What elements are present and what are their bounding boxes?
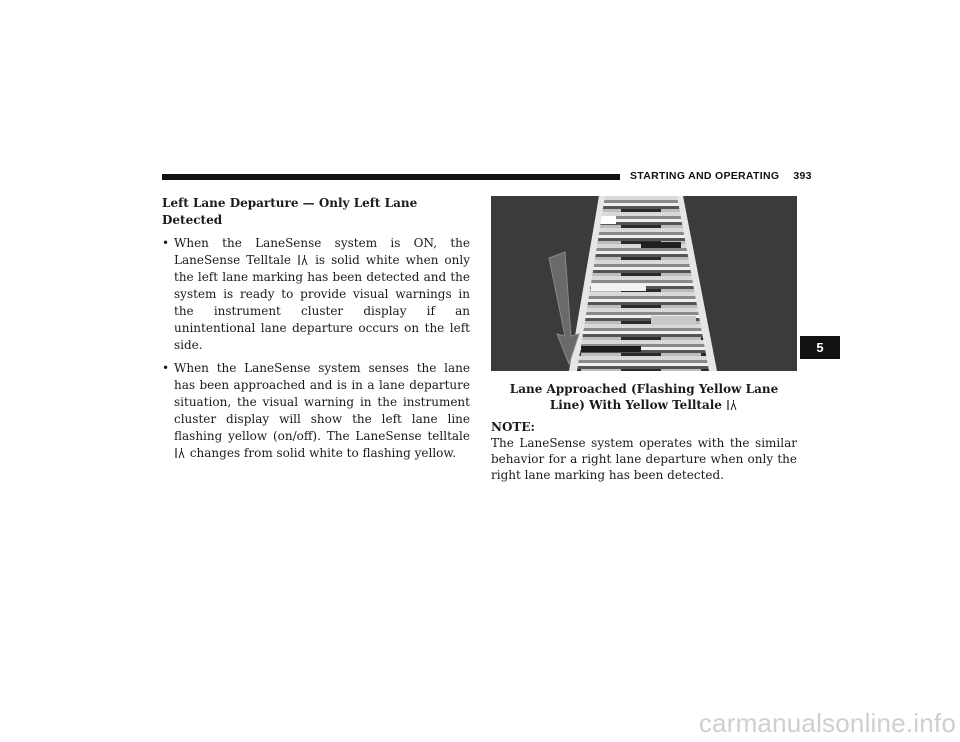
bullet-text: changes from solid white to flashing yellow. xyxy=(189,446,457,460)
caption-text: Lane Approached (Flashing Yellow Lane Line) With Yellow Telltale xyxy=(509,382,779,412)
chapter-tab: 5 xyxy=(800,336,840,359)
left-column xyxy=(162,195,470,468)
header-rule xyxy=(162,174,620,180)
bullet-item xyxy=(162,360,470,462)
bullet-dot: • xyxy=(162,361,170,375)
note-text: The LaneSense system operates with the similar behavior for a right lane departure when only the right lane marking has been detected. xyxy=(491,436,797,482)
bullet-text: is solid white when only the left lane marking has been detected and the system is ready to provide visual warnings in the instrument cluster display if an unintentional lane departure occurs on the left side. xyxy=(174,253,471,352)
note-label: NOTE: xyxy=(491,420,535,434)
watermark: carmanualsonline.info xyxy=(698,708,956,738)
cluster-display-illustration xyxy=(491,196,797,371)
page-number: 393 xyxy=(793,170,812,182)
bullet-text: When the LaneSense system senses the lane has been approached and is in a lane departure situation, the visual warning in the instrument cluster display will show the left lane line flashing yellow (on/off). The LaneSense telltale xyxy=(174,361,470,443)
running-header xyxy=(630,170,812,182)
bullet-item xyxy=(162,235,470,354)
lanesense-telltale-icon xyxy=(298,254,308,266)
section-title: STARTING AND OPERATING xyxy=(630,170,780,182)
bullet-text: When the LaneSense system is ON, the LaneSense Telltale xyxy=(174,236,470,267)
section-heading: Left Lane Departure — Only Left Lane Detected xyxy=(162,196,418,227)
note-block xyxy=(491,419,797,483)
bullet-dot: • xyxy=(162,236,170,250)
lanesense-telltale-icon xyxy=(727,399,737,411)
lane-departure-image xyxy=(491,196,797,371)
figure-caption xyxy=(491,381,797,413)
lanesense-telltale-icon xyxy=(175,447,185,459)
